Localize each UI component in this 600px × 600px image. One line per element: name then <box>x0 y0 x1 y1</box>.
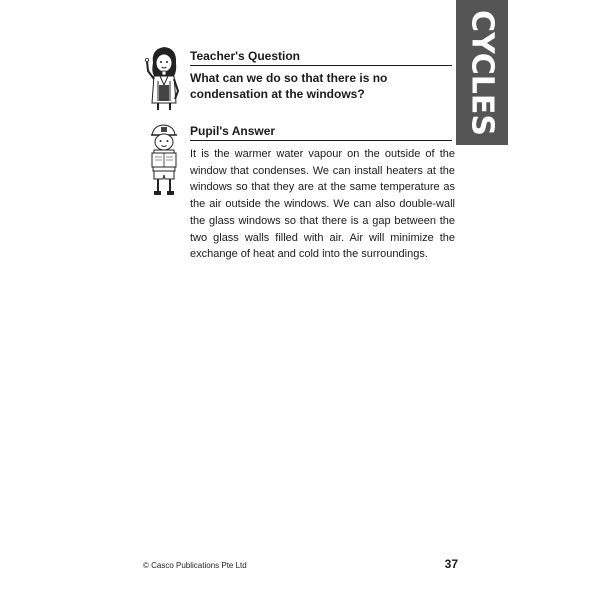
teacher-illustration <box>143 43 185 111</box>
teacher-question-text: What can we do so that there is no condensation at the windows? <box>190 71 388 101</box>
teacher-question-heading: Teacher's Question <box>190 49 300 63</box>
teacher-heading-divider <box>190 65 452 66</box>
chapter-side-tab <box>456 0 508 145</box>
pupil-heading-divider <box>190 140 452 141</box>
page-number: 37 <box>444 557 458 571</box>
pupil-answer-heading: Pupil's Answer <box>190 124 276 138</box>
chapter-tab-label: CYCLES <box>464 9 500 136</box>
pupil-illustration <box>143 123 183 197</box>
copyright-notice: © Casco Publications Pte Ltd <box>143 561 247 570</box>
pupil-answer-text: It is the warmer water vapour on the outside of the window that condenses. We can install heaters at the windows so that they are at the same temperature as the air outside the windows. We can also double-wall the glass windows so that there is a gap between the two glass walls filled with air. Air will minimize the exchange of heat and cold into the surroundings. <box>190 148 455 261</box>
